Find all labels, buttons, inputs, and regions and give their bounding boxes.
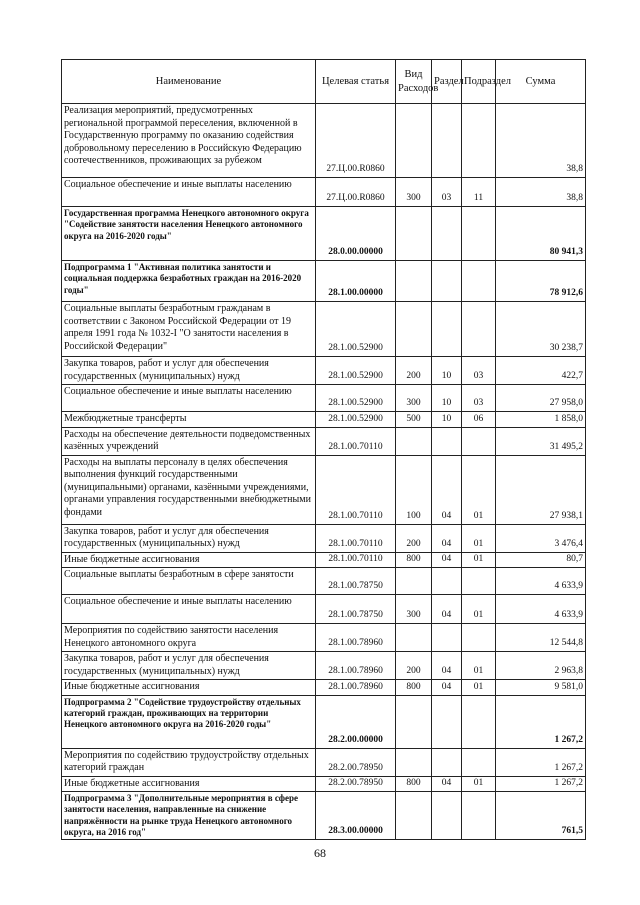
- table-row: [62, 385, 586, 412]
- row-target: 28.1.00.78750: [316, 595, 396, 624]
- row-name: Закупка товаров, работ и услуг для обеспечения государственных (муниципальных) нужд: [62, 524, 316, 552]
- table-row: [62, 524, 586, 552]
- row-amount: 4 633,9: [496, 595, 586, 624]
- row-target: 28.1.00.52900: [316, 385, 396, 412]
- table-row: [62, 178, 586, 207]
- header-target: Целевая статья: [316, 60, 396, 104]
- row-expense-type: [396, 695, 432, 748]
- row-section: 10: [432, 385, 462, 412]
- table-row: [62, 624, 586, 652]
- row-subsection: 03: [462, 357, 496, 385]
- page-number: 68: [314, 846, 326, 860]
- row-name: Социальное обеспечение и иные выплаты населению: [62, 178, 316, 207]
- row-subsection: 11: [462, 178, 496, 207]
- row-expense-type: 300: [396, 385, 432, 412]
- row-name: Расходы на обеспечение деятельности подведомственных казённых учреждений: [62, 427, 316, 455]
- row-subsection: [462, 207, 496, 261]
- row-target: 28.1.00.00000: [316, 261, 396, 302]
- row-amount: 2 963,8: [496, 652, 586, 680]
- row-section: [432, 427, 462, 455]
- header-subsection: Подраздел: [462, 60, 496, 104]
- row-subsection: 01: [462, 455, 496, 524]
- row-name: Подпрограмма 2 "Содействие трудоустройству отдельных категорий граждан, проживающих на территории Ненецкого автономного округа на 2016-2020 годы": [62, 695, 316, 748]
- row-section: 04: [432, 595, 462, 624]
- row-expense-type: 500: [396, 412, 432, 428]
- row-subsection: [462, 261, 496, 302]
- row-amount: 12 544,8: [496, 624, 586, 652]
- program-row: [62, 792, 586, 840]
- table-row: [62, 776, 586, 792]
- row-amount: 4 633,9: [496, 568, 586, 595]
- row-name: Реализация мероприятий, предусмотренных региональной программой переселения, включенной в Государственную программу по оказанию содействия добровольному переселению в Российскую Федерацию соотечественников, проживающих за рубежом: [62, 104, 316, 178]
- row-name: Закупка товаров, работ и услуг для обеспечения государственных (муниципальных) нужд: [62, 357, 316, 385]
- row-target: 28.1.00.78750: [316, 568, 396, 595]
- row-section: 04: [432, 455, 462, 524]
- row-subsection: [462, 695, 496, 748]
- row-expense-type: [396, 792, 432, 840]
- row-target: 28.2.00.78950: [316, 748, 396, 776]
- row-section: 03: [432, 178, 462, 207]
- row-expense-type: 200: [396, 357, 432, 385]
- row-expense-type: 200: [396, 652, 432, 680]
- row-section: [432, 792, 462, 840]
- row-section: [432, 695, 462, 748]
- row-amount: 1 267,2: [496, 776, 586, 792]
- row-section: 04: [432, 552, 462, 568]
- program-row: [62, 261, 586, 302]
- row-section: 04: [432, 776, 462, 792]
- row-amount: 80,7: [496, 552, 586, 568]
- table-header-row: [62, 60, 586, 104]
- row-target: 27.Ц.00.R0860: [316, 104, 396, 178]
- row-amount: 38,8: [496, 178, 586, 207]
- row-expense-type: [396, 427, 432, 455]
- row-target: 28.1.00.52900: [316, 412, 396, 428]
- table-row: [62, 595, 586, 624]
- row-section: 04: [432, 524, 462, 552]
- row-expense-type: 300: [396, 178, 432, 207]
- table-row: [62, 568, 586, 595]
- row-name: Социальное обеспечение и иные выплаты населению: [62, 595, 316, 624]
- row-amount: 3 476,4: [496, 524, 586, 552]
- row-subsection: 01: [462, 552, 496, 568]
- row-subsection: [462, 792, 496, 840]
- row-name: Межбюджетные трансферты: [62, 412, 316, 428]
- row-expense-type: [396, 207, 432, 261]
- row-section: [432, 261, 462, 302]
- row-name: Мероприятия по содействию трудоустройству отдельных категорий граждан: [62, 748, 316, 776]
- row-section: 10: [432, 412, 462, 428]
- row-expense-type: [396, 104, 432, 178]
- row-section: [432, 104, 462, 178]
- row-name: Иные бюджетные ассигнования: [62, 776, 316, 792]
- row-target: 28.2.00.00000: [316, 695, 396, 748]
- row-section: [432, 207, 462, 261]
- row-target: 28.1.00.70110: [316, 552, 396, 568]
- row-name: Иные бюджетные ассигнования: [62, 680, 316, 696]
- row-target: 28.2.00.78950: [316, 776, 396, 792]
- row-section: 04: [432, 680, 462, 696]
- row-section: [432, 624, 462, 652]
- row-expense-type: [396, 568, 432, 595]
- row-target: 28.1.00.52900: [316, 302, 396, 357]
- row-target: 28.1.00.78960: [316, 652, 396, 680]
- row-amount: 422,7: [496, 357, 586, 385]
- row-subsection: 06: [462, 412, 496, 428]
- program-row: [62, 207, 586, 261]
- row-name: Социальные выплаты безработным гражданам в соответствии с Законом Российской Федерации от 19 апреля 1991 года № 1032-I "О занятости населения в Российской Федерации": [62, 302, 316, 357]
- row-name: Государственная программа Ненецкого автономного округа "Содействие занятости населения Ненецкого автономного округа на 2016-2020 годы": [62, 207, 316, 261]
- row-amount: 761,5: [496, 792, 586, 840]
- row-amount: 31 495,2: [496, 427, 586, 455]
- row-name: Иные бюджетные ассигнования: [62, 552, 316, 568]
- row-amount: 38,8: [496, 104, 586, 178]
- program-row: [62, 695, 586, 748]
- row-target: 27.Ц.00.R0860: [316, 178, 396, 207]
- row-expense-type: [396, 302, 432, 357]
- table-row: [62, 357, 586, 385]
- row-section: 10: [432, 357, 462, 385]
- table-row: [62, 652, 586, 680]
- table-row: [62, 412, 586, 428]
- row-name: Подпрограмма 3 "Дополнительные мероприятия в сфере занятости населения, направленные на снижение напряжённости на рынке труда Ненецкого автономного округа, на 2016 год": [62, 792, 316, 840]
- row-target: 28.0.00.00000: [316, 207, 396, 261]
- row-expense-type: 300: [396, 595, 432, 624]
- row-amount: 1 858,0: [496, 412, 586, 428]
- table-row: [62, 104, 586, 178]
- row-subsection: 01: [462, 595, 496, 624]
- table-row: [62, 455, 586, 524]
- row-expense-type: 800: [396, 680, 432, 696]
- row-target: 28.1.00.78960: [316, 624, 396, 652]
- row-target: 28.1.00.52900: [316, 357, 396, 385]
- row-subsection: [462, 104, 496, 178]
- row-name: Мероприятия по содействию занятости населения Ненецкого автономного округа: [62, 624, 316, 652]
- row-expense-type: [396, 261, 432, 302]
- row-expense-type: 800: [396, 552, 432, 568]
- row-section: [432, 302, 462, 357]
- row-target: 28.1.00.78960: [316, 680, 396, 696]
- header-amount: Сумма: [496, 60, 586, 104]
- row-name: Подпрограмма 1 "Активная политика занятости и социальная поддержка безработных граждан на 2016-2020 годы": [62, 261, 316, 302]
- table-row: [62, 302, 586, 357]
- row-target: 28.3.00.00000: [316, 792, 396, 840]
- row-section: [432, 568, 462, 595]
- row-amount: 80 941,3: [496, 207, 586, 261]
- row-target: 28.1.00.70110: [316, 455, 396, 524]
- row-subsection: [462, 568, 496, 595]
- header-name: Наименование: [62, 60, 316, 104]
- header-section: Раздел: [432, 60, 462, 104]
- row-expense-type: 100: [396, 455, 432, 524]
- row-section: [432, 748, 462, 776]
- row-subsection: [462, 748, 496, 776]
- row-subsection: [462, 427, 496, 455]
- row-amount: 30 238,7: [496, 302, 586, 357]
- row-name: Социальное обеспечение и иные выплаты населению: [62, 385, 316, 412]
- row-section: 04: [432, 652, 462, 680]
- row-amount: 27 958,0: [496, 385, 586, 412]
- table-row: [62, 427, 586, 455]
- row-expense-type: [396, 748, 432, 776]
- row-name: Расходы на выплаты персоналу в целях обеспечения выполнения функций государственными (муниципальными) органами, казёнными учреждениями, органами управления государственными внебюджетными фондами: [62, 455, 316, 524]
- table-body: [62, 104, 586, 840]
- table-row: [62, 552, 586, 568]
- row-expense-type: 800: [396, 776, 432, 792]
- header-expense-type: Вид Расходов: [396, 60, 432, 104]
- row-name: Социальные выплаты безработным в сфере занятости: [62, 568, 316, 595]
- row-subsection: [462, 624, 496, 652]
- row-expense-type: [396, 624, 432, 652]
- row-expense-type: 200: [396, 524, 432, 552]
- row-subsection: 01: [462, 524, 496, 552]
- row-target: 28.1.00.70110: [316, 524, 396, 552]
- row-amount: 27 938,1: [496, 455, 586, 524]
- table-row: [62, 680, 586, 696]
- row-amount: 78 912,6: [496, 261, 586, 302]
- row-amount: 1 267,2: [496, 695, 586, 748]
- row-subsection: 01: [462, 776, 496, 792]
- budget-table: [61, 59, 586, 840]
- row-amount: 9 581,0: [496, 680, 586, 696]
- table-row: [62, 748, 586, 776]
- row-subsection: [462, 302, 496, 357]
- row-subsection: 01: [462, 652, 496, 680]
- row-subsection: 03: [462, 385, 496, 412]
- row-amount: 1 267,2: [496, 748, 586, 776]
- row-name: Закупка товаров, работ и услуг для обеспечения государственных (муниципальных) нужд: [62, 652, 316, 680]
- row-target: 28.1.00.70110: [316, 427, 396, 455]
- row-subsection: 01: [462, 680, 496, 696]
